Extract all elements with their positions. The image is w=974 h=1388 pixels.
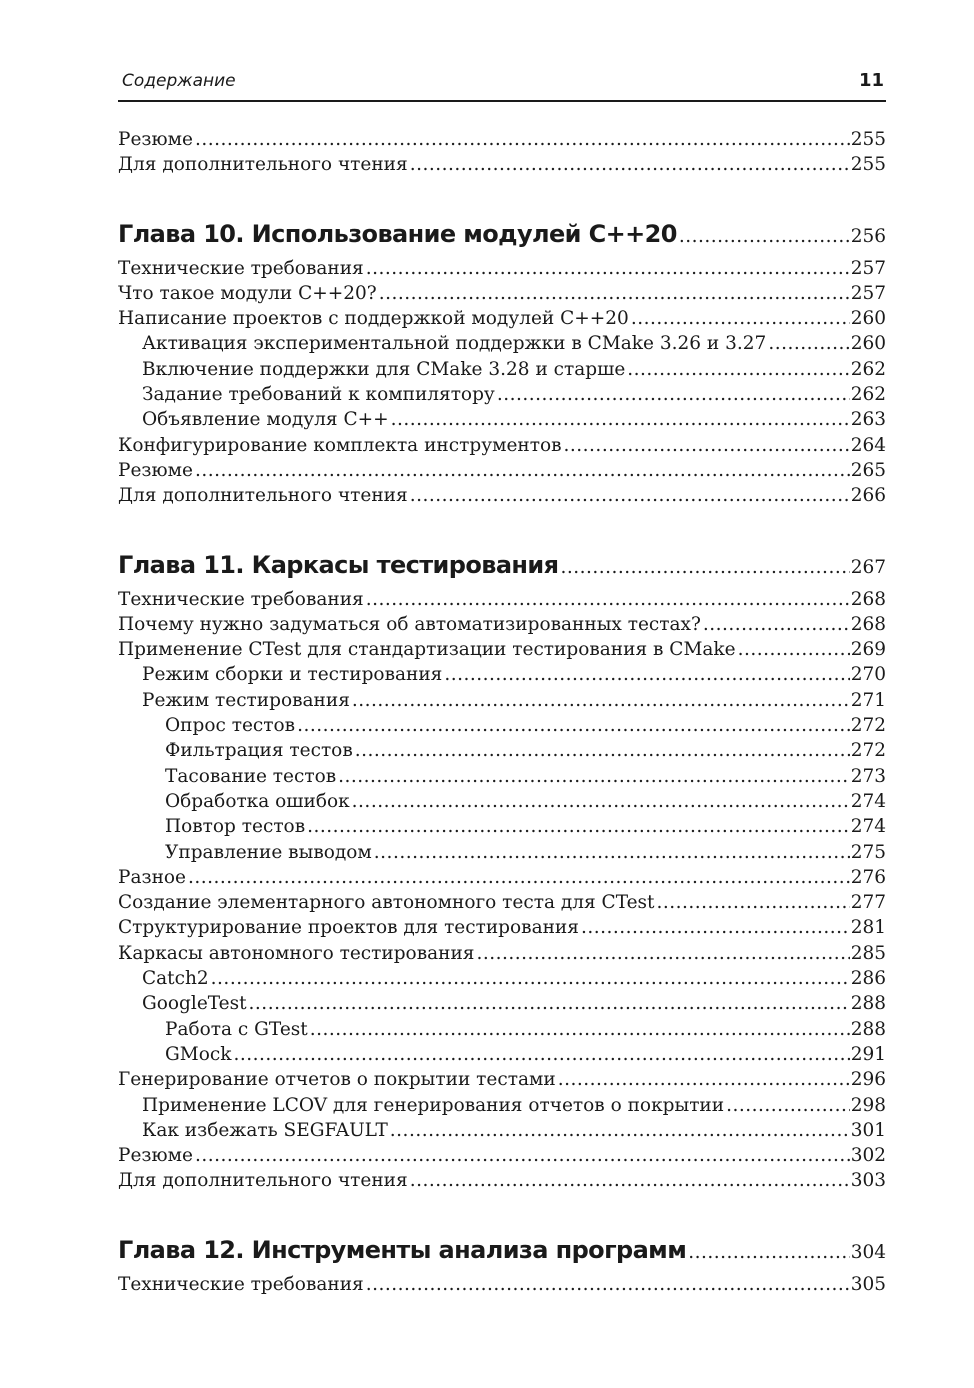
dot-leader <box>195 1143 850 1168</box>
toc-entry-title: Для дополнительного чтения <box>118 154 408 176</box>
toc-entry <box>118 890 886 915</box>
toc-entry-title: Технические требования <box>118 1273 364 1295</box>
toc-entry-page: 264 <box>850 434 886 456</box>
toc-entry-title: Работа с GTest <box>165 1018 308 1040</box>
dot-leader <box>355 738 850 763</box>
toc-entry-title: Написание проектов с поддержкой модулей C++20 <box>118 308 629 330</box>
chapter-page: 256 <box>850 225 886 247</box>
toc-entry-title: Создание элементарного автономного теста для CTest <box>118 892 655 914</box>
page-number: 11 <box>858 70 884 91</box>
toc-entry-title: Резюме <box>118 1145 193 1167</box>
dot-leader <box>249 991 850 1016</box>
toc-subsubentry <box>118 814 886 839</box>
toc-entry-page: 296 <box>850 1069 886 1091</box>
toc-subentry <box>118 1093 886 1118</box>
toc-entry-page: 291 <box>850 1043 886 1065</box>
dot-leader <box>390 1118 850 1143</box>
toc-entry-title: GMock <box>165 1043 232 1065</box>
toc-entry <box>118 587 886 612</box>
dot-leader <box>374 840 850 865</box>
toc-entry <box>118 281 886 306</box>
dot-leader <box>410 483 850 508</box>
dot-leader <box>726 1093 850 1118</box>
dot-leader <box>352 789 850 814</box>
running-header <box>118 68 886 102</box>
dot-leader <box>581 915 850 940</box>
dot-leader <box>564 433 850 458</box>
toc-entry-page: 260 <box>850 333 886 355</box>
chapter-heading-11 <box>118 549 886 582</box>
chapter-title: Глава 11. Каркасы тестирования <box>118 550 559 579</box>
toc-subsubentry <box>118 713 886 738</box>
toc-subsubentry <box>118 789 886 814</box>
dot-leader <box>307 814 850 839</box>
toc-entry-page: 257 <box>850 282 886 304</box>
toc-entry <box>118 127 886 152</box>
toc-entry-title: Тасование тестов <box>165 765 337 787</box>
toc-entry <box>118 256 886 281</box>
dot-leader <box>310 1017 850 1042</box>
toc-entry <box>118 1168 886 1193</box>
toc-entry-title: Применение CTest для стандартизации тестирования в CMake <box>118 639 736 661</box>
toc-subentry <box>118 662 886 687</box>
dot-leader <box>410 152 850 177</box>
toc-entry-page: 281 <box>850 917 886 939</box>
toc-entry-title: Разное <box>118 866 186 888</box>
toc-entry-title: Технические требования <box>118 588 364 610</box>
toc-entry <box>118 458 886 483</box>
dot-leader <box>211 966 850 991</box>
dot-leader <box>366 256 850 281</box>
toc-entry-title: Каркасы автономного тестирования <box>118 942 475 964</box>
toc-entry-title: Задание требований к компилятору <box>142 384 495 406</box>
toc-entry-title: Для дополнительного чтения <box>118 1170 408 1192</box>
toc-subentry <box>118 382 886 407</box>
dot-leader <box>688 1236 849 1267</box>
toc-entry-page: 268 <box>850 588 886 610</box>
toc-entry-title: Включение поддержки для CMake 3.28 и старше <box>142 358 626 380</box>
toc-subsubentry <box>118 738 886 763</box>
toc-entry-page: 268 <box>850 613 886 635</box>
toc-entry-title: Активация экспериментальной поддержки в CMake 3.26 и 3.27 <box>142 333 767 355</box>
toc-entry-title: Обработка ошибок <box>165 790 350 812</box>
toc-subentry <box>118 357 886 382</box>
dot-leader <box>366 587 850 612</box>
toc-entry-page: 263 <box>850 409 886 431</box>
toc-entry-title: Генерирование отчетов о покрытии тестами <box>118 1069 556 1091</box>
toc-entry-title: Catch2 <box>142 968 209 990</box>
toc-entry <box>118 865 886 890</box>
toc-entry-page: 286 <box>850 968 886 990</box>
toc-entry-title: Режим сборки и тестирования <box>142 664 443 686</box>
toc-entry <box>118 433 886 458</box>
dot-leader <box>703 612 850 637</box>
toc-entry <box>118 483 886 508</box>
dot-leader <box>444 662 849 687</box>
toc-subentry <box>118 966 886 991</box>
toc-entry-page: 257 <box>850 257 886 279</box>
toc-entry <box>118 915 886 940</box>
dot-leader <box>297 713 850 738</box>
toc-entry-title: Технические требования <box>118 257 364 279</box>
toc-entry-page: 305 <box>850 1273 886 1295</box>
toc-entry-page: 269 <box>850 639 886 661</box>
toc-entry-title: Фильтрация тестов <box>165 740 353 762</box>
toc-entry-page: 288 <box>850 993 886 1015</box>
toc-subentry <box>118 331 886 356</box>
toc-subsubentry <box>118 764 886 789</box>
chapter-page: 267 <box>850 556 886 578</box>
chapter-heading-10 <box>118 218 886 251</box>
dot-leader <box>352 688 850 713</box>
toc-entry-page: 285 <box>850 942 886 964</box>
toc-entry-title: Повтор тестов <box>165 816 306 838</box>
toc-entry-page: 265 <box>850 459 886 481</box>
toc-entry-page: 303 <box>850 1170 886 1192</box>
toc-subsubentry <box>118 1042 886 1067</box>
dot-leader <box>558 1067 850 1092</box>
toc-entry-title: Управление выводом <box>165 841 372 863</box>
toc-entry-page: 272 <box>850 715 886 737</box>
dot-leader <box>627 357 849 382</box>
chapter-page: 304 <box>850 1241 886 1263</box>
toc-entry <box>118 1272 886 1297</box>
toc-subentry <box>118 1118 886 1143</box>
toc-entry <box>118 152 886 177</box>
toc-entry-page: 275 <box>850 841 886 863</box>
toc-entry-page: 271 <box>850 689 886 711</box>
toc-entry-page: 276 <box>850 866 886 888</box>
toc-entry-page: 273 <box>850 765 886 787</box>
toc-entry-title: Для дополнительного чтения <box>118 485 408 507</box>
chapter-title: Глава 10. Использование модулей C++20 <box>118 219 677 248</box>
toc-entry-page: 272 <box>850 740 886 762</box>
toc-entry-title: Применение LCOV для генерирования отчетов о покрытии <box>142 1094 725 1116</box>
toc-entry-page: 298 <box>850 1094 886 1116</box>
dot-leader <box>768 331 849 356</box>
toc-entry-page: 288 <box>850 1018 886 1040</box>
toc-entry-page: 274 <box>850 790 886 812</box>
dot-leader <box>338 764 850 789</box>
toc-entry <box>118 941 886 966</box>
dot-leader <box>233 1042 849 1067</box>
chapter-title: Глава 12. Инструменты анализа программ <box>118 1235 687 1264</box>
toc-entry-page: 270 <box>850 664 886 686</box>
toc-entry-page: 277 <box>850 892 886 914</box>
toc-entry-title: Режим тестирования <box>142 689 350 711</box>
toc-entry-title: Как избежать SEGFAULT <box>142 1119 388 1141</box>
dot-leader <box>195 127 850 152</box>
toc-entry-title: Резюме <box>118 459 193 481</box>
toc-subsubentry <box>118 1017 886 1042</box>
toc-entry-page: 260 <box>850 308 886 330</box>
toc-entry-title: Структурирование проектов для тестирования <box>118 917 579 939</box>
toc-entry-title: Опрос тестов <box>165 715 296 737</box>
toc-subentry <box>118 991 886 1016</box>
dot-leader <box>560 551 849 582</box>
dot-leader <box>631 306 850 331</box>
toc-entry-title: Что такое модули C++20? <box>118 282 377 304</box>
dot-leader <box>410 1168 850 1193</box>
toc-entry <box>118 306 886 331</box>
toc-subentry <box>118 688 886 713</box>
toc-entry-page: 262 <box>850 358 886 380</box>
toc-subentry <box>118 407 886 432</box>
dot-leader <box>738 637 850 662</box>
dot-leader <box>379 281 850 306</box>
toc-entry-title: Резюме <box>118 129 193 150</box>
toc-entry-title: Объявление модуля C++ <box>142 409 389 431</box>
dot-leader <box>188 865 850 890</box>
toc-entry <box>118 1067 886 1092</box>
toc-entry-page: 255 <box>850 154 886 176</box>
toc-entry-title: GoogleTest <box>142 993 247 1015</box>
toc-entry <box>118 1143 886 1168</box>
dot-leader <box>497 382 850 407</box>
dot-leader <box>195 458 850 483</box>
toc-entry <box>118 637 886 662</box>
toc-subsubentry <box>118 840 886 865</box>
dot-leader <box>656 890 849 915</box>
dot-leader <box>476 941 849 966</box>
toc-entry-title: Почему нужно задуматься об автоматизированных тестах? <box>118 613 701 635</box>
dot-leader <box>366 1272 850 1297</box>
dot-leader <box>679 220 850 251</box>
table-of-contents <box>118 127 886 1297</box>
toc-entry-title: Конфигурирование комплекта инструментов <box>118 434 562 456</box>
toc-entry-page: 255 <box>850 129 886 150</box>
toc-entry-page: 262 <box>850 384 886 406</box>
toc-entry-page: 274 <box>850 816 886 838</box>
chapter-heading-12 <box>118 1234 886 1267</box>
toc-entry <box>118 612 886 637</box>
toc-entry-page: 266 <box>850 485 886 507</box>
dot-leader <box>391 407 850 432</box>
toc-entry-page: 301 <box>850 1119 886 1141</box>
toc-entry-page: 302 <box>850 1145 886 1167</box>
header-title: Содержание <box>122 71 236 91</box>
